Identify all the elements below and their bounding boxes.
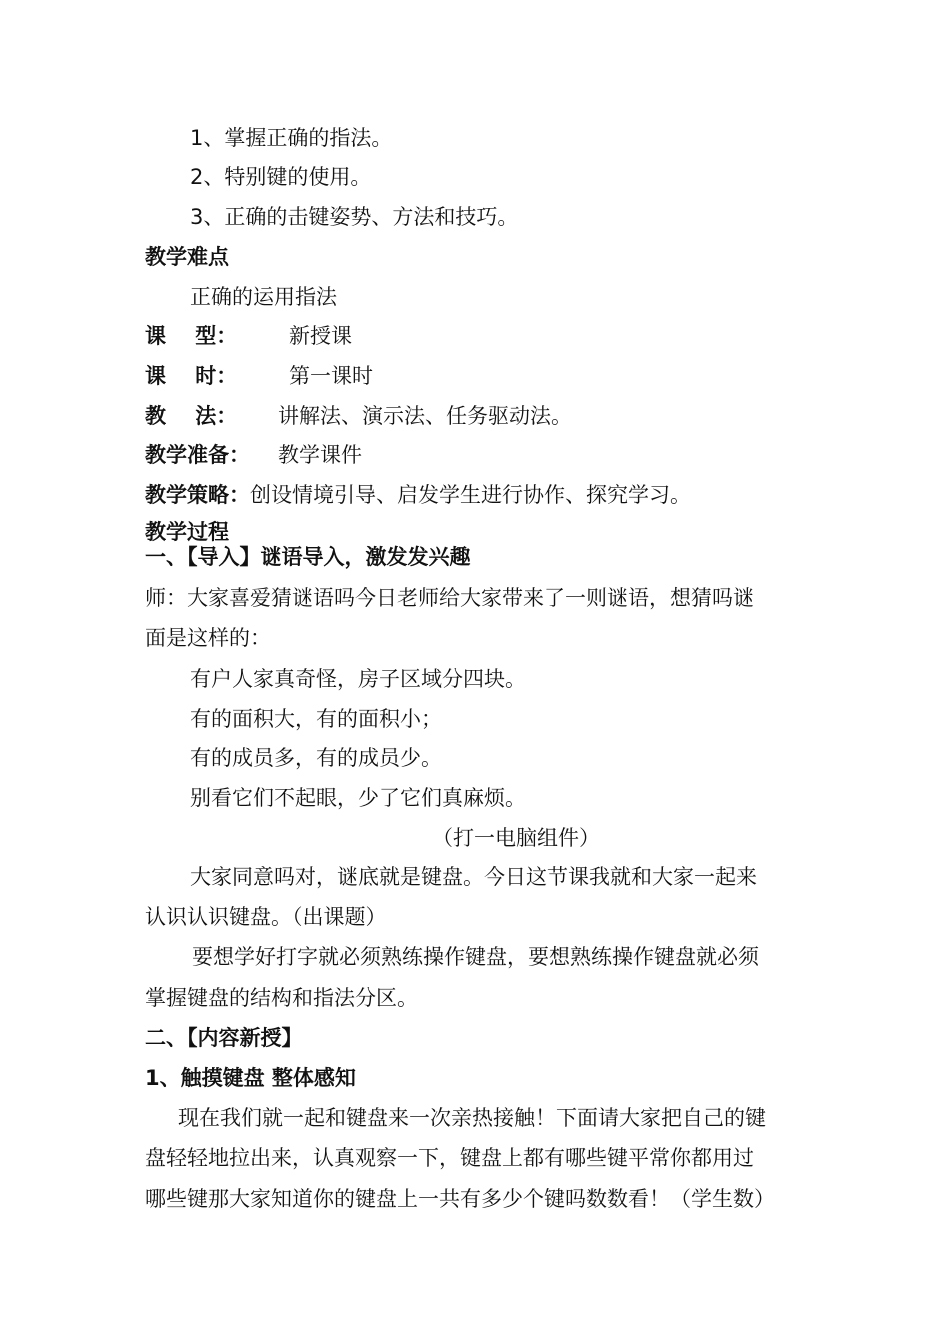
goal-line-1: 要想学好打字就必须熟练操作键盘，要想熟练操作键盘就必须 (192, 945, 759, 969)
difficulty-content: 正确的运用指法 (190, 285, 337, 309)
answer-line-2: 认识认识键盘。（出课题） (145, 905, 387, 929)
goal-line-2: 掌握键盘的结构和指法分区。 (145, 986, 418, 1010)
riddle-hint: （打一电脑组件） (432, 826, 600, 850)
difficulty-heading: 教学难点 (145, 245, 229, 269)
riddle-line-4: 别看它们不起眼，少了它们真麻烦。 (190, 786, 526, 810)
info-value: 创设情境引导、启发学生进行协作、探究学习。 (250, 483, 691, 507)
info-label: 教学准备： (145, 443, 250, 467)
objective-item-3: 3、正确的击键姿势、方法和技巧。 (190, 205, 519, 229)
section-2-title: 二、【内容新授】 (145, 1026, 303, 1050)
info-row-type (145, 322, 352, 350)
info-value: 讲解法、演示法、任务驱动法。 (278, 404, 572, 428)
riddle-line-2: 有的面积大，有的面积小； (190, 707, 442, 731)
paragraph-line-3: 哪些键那大家知道你的键盘上一共有多少个键吗数数看！（学生数） (145, 1187, 775, 1211)
subsection-1-title: 1、触摸键盘 整体感知 (145, 1066, 356, 1090)
objective-item-2: 2、特别键的使用。 (190, 165, 372, 189)
info-label: 课 型： (145, 324, 238, 348)
answer-line-1: 大家同意吗对，谜底就是键盘。今日这节课我就和大家一起来 (190, 865, 757, 889)
teacher-line-1: 师：大家喜爱猜谜语吗今日老师给大家带来了一则谜语，想猜吗谜 (145, 586, 754, 610)
info-row-period (145, 362, 373, 390)
section-1-title: 一、【导入】谜语导入，激发发兴趣 (145, 545, 471, 569)
paragraph-line-1: 现在我们就一起和键盘来一次亲热接触！下面请大家把自己的键 (178, 1106, 766, 1130)
objective-item-1: 1、掌握正确的指法。 (190, 126, 393, 150)
info-label: 课 时： (145, 364, 238, 388)
riddle-line-3: 有的成员多，有的成员少。 (190, 746, 442, 770)
info-label: 教 法： (145, 404, 238, 428)
info-row-method (145, 402, 572, 430)
riddle-line-1: 有户人家真奇怪，房子区域分四块。 (190, 667, 526, 691)
process-heading: 教学过程 (145, 520, 229, 544)
info-row-strategy (145, 481, 691, 509)
info-value: 第一课时 (289, 364, 373, 388)
info-label: 教学策略： (145, 483, 250, 507)
paragraph-line-2: 盘轻轻地拉出来，认真观察一下，键盘上都有哪些键平常你都用过 (145, 1146, 754, 1170)
info-value: 新授课 (289, 324, 352, 348)
teacher-line-2: 面是这样的： (145, 626, 271, 650)
info-row-prep (145, 441, 362, 469)
info-value: 教学课件 (278, 443, 362, 467)
